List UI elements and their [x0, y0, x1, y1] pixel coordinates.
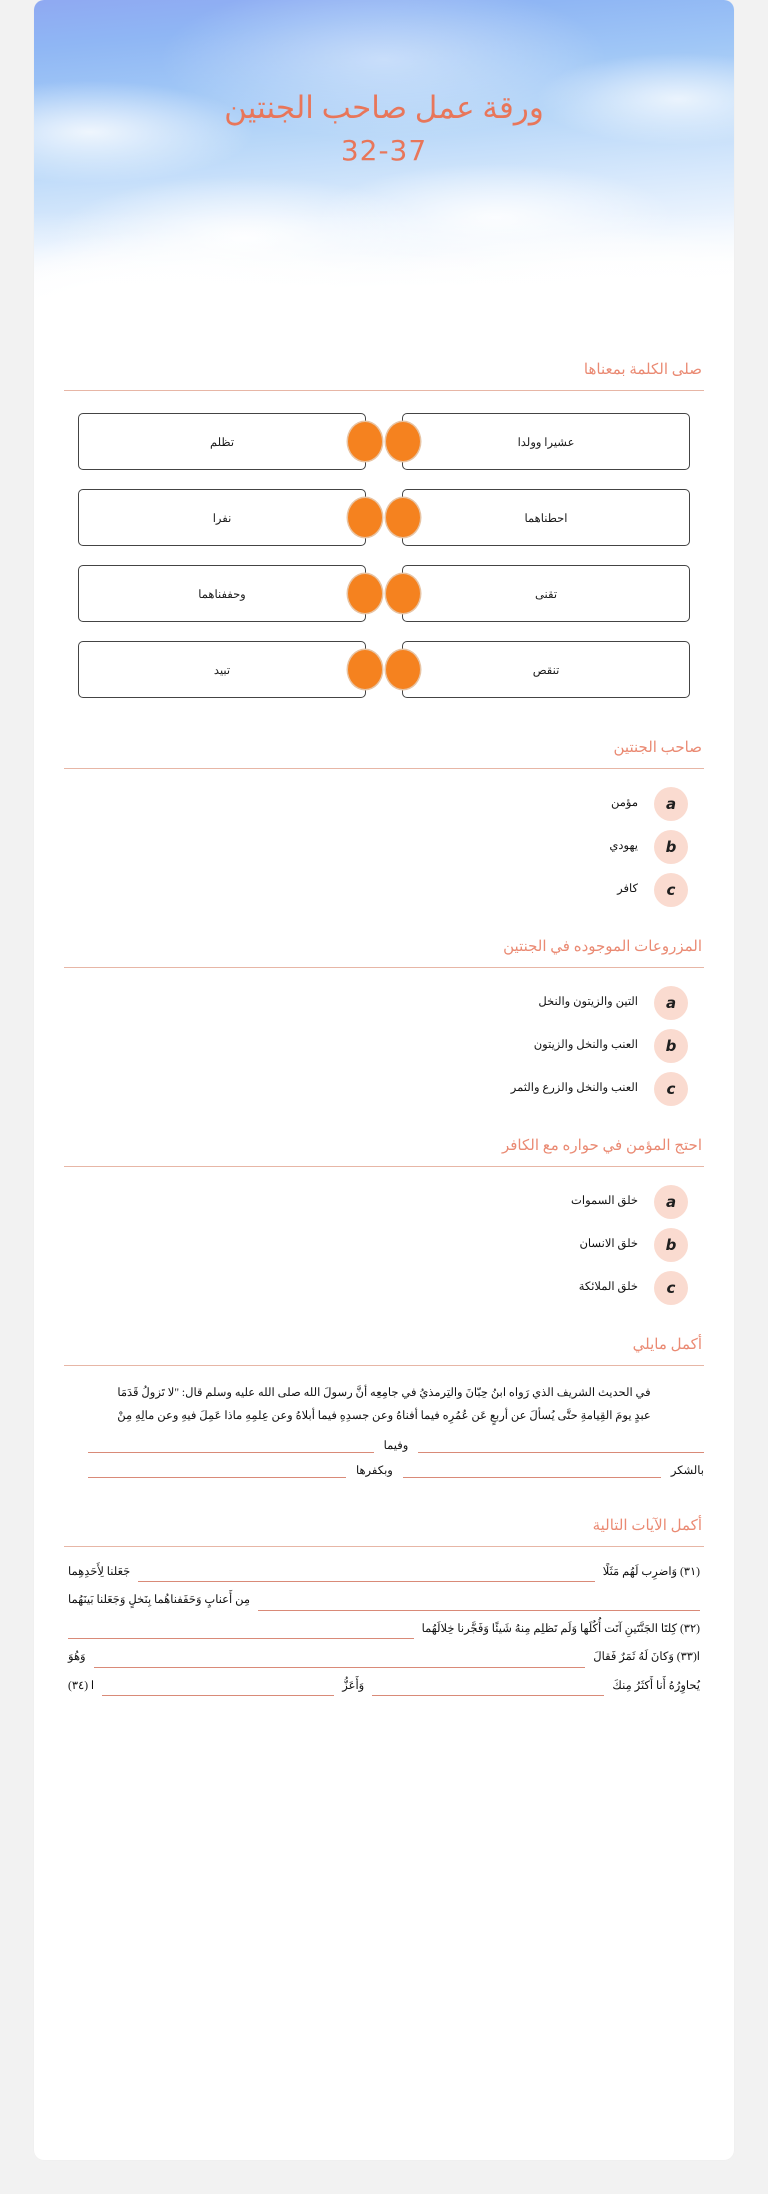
- matching-grid: [64, 405, 704, 708]
- connector-dot-icon[interactable]: [386, 422, 420, 461]
- match-label: تبيد: [213, 664, 231, 677]
- hadith-line-2: عبدٍ يومَ القِيامةِ حتَّى يُسألَ عن أربعٍ عَن عُمُرِه فيما أفناهُ وعن جسدِهِ فيما أبلاهُ وعن عِلمِهِ ماذا عَمِلَ فيهِ وعن مالِهِ مِنْ: [117, 1410, 651, 1422]
- page-subtitle: 32-37: [340, 133, 428, 167]
- mcq-1-options: [64, 783, 704, 907]
- ayah-text-mid: وَأَعَزُّ: [342, 1679, 365, 1692]
- matching-heading: صلى الكلمة بمعناها: [583, 362, 702, 378]
- mcq-2-options: [64, 982, 704, 1106]
- answer-blank[interactable]: [403, 1460, 661, 1478]
- option-label: يهودي: [609, 840, 638, 853]
- answer-blank[interactable]: [102, 1679, 334, 1696]
- option-letter-badge[interactable]: b: [654, 830, 688, 864]
- header-title-block: [34, 88, 734, 169]
- match-box-right[interactable]: [402, 413, 690, 470]
- hadith-line-1: في الحديث الشريف الذي رَواه ابنُ حِبّانَ والتِرمذيُ في جامِعِه أنَّ رسولَ الله صلى الله عليه وسلم قال: "لا تَزولُ قَدَمَا: [117, 1387, 651, 1399]
- section-mcq-1: [64, 738, 704, 907]
- option-label: العنب والنخل والزيتون: [533, 1039, 638, 1052]
- match-label: تنقص: [532, 664, 560, 677]
- match-label: وحففناهما: [198, 588, 246, 601]
- connector-dot-icon[interactable]: [386, 650, 420, 689]
- option-a[interactable]: [80, 1185, 688, 1219]
- option-letter-badge[interactable]: b: [654, 1228, 688, 1262]
- ayah-text-left: وَهُوَ: [68, 1651, 86, 1664]
- ayah-text-left: مِن أَعنابٍ وَحَفَفناهُما بِنَخلٍ وَجَعَلنا بَينَهُما: [68, 1594, 251, 1607]
- option-letter-badge[interactable]: a: [654, 986, 688, 1020]
- match-label: تقنى: [534, 588, 558, 601]
- match-box-right[interactable]: [402, 565, 690, 622]
- match-row: [78, 413, 690, 470]
- mcq-3-options: [64, 1181, 704, 1305]
- option-label: العنب والنخل والزرع والثمر: [510, 1082, 638, 1095]
- match-box-left[interactable]: [78, 489, 366, 546]
- match-label: احطناهما: [524, 512, 568, 525]
- answer-blank[interactable]: [258, 1594, 700, 1611]
- ayah-line-2: [68, 1591, 700, 1610]
- mcq-3-heading: احتج المؤمن في حواره مع الكافر: [501, 1138, 702, 1154]
- option-letter-badge[interactable]: b: [654, 1029, 688, 1063]
- inline-word: بالشكر: [670, 1465, 704, 1477]
- connector-dot-icon[interactable]: [386, 574, 420, 613]
- hadith-passage: [64, 1380, 704, 1428]
- answer-blank[interactable]: [88, 1435, 374, 1453]
- ayah-text-right: (٣١) وَاضرِب لَهُم مَثَلًا: [602, 1566, 700, 1578]
- mcq-1-divider: [64, 768, 704, 769]
- inline-word: وفيما: [383, 1440, 409, 1452]
- complete-blank-row-2: [64, 1460, 704, 1478]
- option-label: كافر: [617, 883, 638, 896]
- matching-divider: [64, 390, 704, 391]
- ayah-text-right: ا(٣٣) وَكانَ لَهُ ثَمَرٌ فَقالَ: [593, 1651, 700, 1664]
- mcq-2-divider: [64, 967, 704, 968]
- page-title: ورقة عمل صاحب الجنتين: [224, 90, 544, 125]
- option-letter-badge[interactable]: a: [654, 787, 688, 821]
- ayah-line-4: [68, 1648, 700, 1667]
- complete-blank-row-1: [64, 1435, 704, 1453]
- section-matching: [64, 360, 704, 708]
- section-mcq-3: [64, 1136, 704, 1305]
- option-letter-badge[interactable]: a: [654, 1185, 688, 1219]
- match-box-right[interactable]: [402, 489, 690, 546]
- ayah-text-right: (٣٢) كِلتَا الجَنَّتَينِ آتَت أُكُلَها وَلَم تَظلِم مِنهُ شَيئًا وَفَجَّرنا خِلالَهُما: [421, 1622, 700, 1635]
- option-label: التين والزيتون والنخل: [538, 996, 638, 1009]
- ayah-line-3: [68, 1620, 700, 1639]
- connector-dot-icon[interactable]: [348, 574, 382, 613]
- option-b[interactable]: [80, 1029, 688, 1063]
- option-label: مؤمن: [610, 797, 638, 810]
- option-label: خلق الملائكة: [578, 1281, 638, 1294]
- section-mcq-2: [64, 937, 704, 1106]
- match-box-left[interactable]: [78, 641, 366, 698]
- match-row: [78, 641, 690, 698]
- answer-blank[interactable]: [68, 1622, 414, 1639]
- ayah-text-left: جَعَلنا لِأَحَدِهِما: [68, 1566, 131, 1578]
- worksheet-card: [34, 0, 734, 2160]
- answer-blank[interactable]: [418, 1435, 704, 1453]
- mcq-2-heading: المزروعات الموجوده في الجنتين: [503, 939, 702, 955]
- option-c[interactable]: [80, 873, 688, 907]
- ayah-text-left: ا (٣٤): [67, 1679, 95, 1692]
- answer-blank[interactable]: [94, 1651, 586, 1668]
- option-label: خلق السموات: [571, 1195, 638, 1208]
- section-complete: [64, 1335, 704, 1478]
- mcq-1-heading: صاحب الجنتين: [613, 740, 702, 756]
- match-label: نفرا: [212, 512, 232, 525]
- option-letter-badge[interactable]: c: [654, 1072, 688, 1106]
- answer-blank[interactable]: [88, 1460, 346, 1478]
- ayat-divider: [64, 1546, 704, 1547]
- match-label: تظلم: [209, 436, 235, 449]
- option-letter-badge[interactable]: c: [654, 1271, 688, 1305]
- match-row: [78, 489, 690, 546]
- connector-dot-icon[interactable]: [348, 498, 382, 537]
- answer-blank[interactable]: [372, 1679, 604, 1696]
- ayat-lines: [64, 1561, 704, 1696]
- connector-dot-icon[interactable]: [348, 650, 382, 689]
- connector-dot-icon[interactable]: [348, 422, 382, 461]
- match-row: [78, 565, 690, 622]
- option-b[interactable]: [80, 1228, 688, 1262]
- option-label: خلق الانسان: [579, 1238, 638, 1251]
- mcq-3-divider: [64, 1166, 704, 1167]
- answer-blank[interactable]: [138, 1565, 594, 1582]
- ayah-line-5: [68, 1677, 700, 1696]
- worksheet-content: [34, 360, 734, 1755]
- connector-dot-icon[interactable]: [386, 498, 420, 537]
- ayah-line-1: [68, 1563, 700, 1582]
- match-box-left[interactable]: [78, 413, 366, 470]
- section-ayat: [64, 1516, 704, 1696]
- option-a[interactable]: [80, 986, 688, 1020]
- match-box-left[interactable]: [78, 565, 366, 622]
- option-letter-badge[interactable]: c: [654, 873, 688, 907]
- match-label: عشيرا وولدا: [517, 436, 575, 449]
- inline-word: وبكفرها: [355, 1465, 393, 1477]
- option-a[interactable]: [80, 787, 688, 821]
- header-banner: [34, 0, 734, 330]
- ayah-text-right: يُحاوِرُهُ أَنا أَكثَرُ مِنكَ: [612, 1679, 700, 1692]
- ayat-heading: أكمل الآيات التالية: [592, 1518, 702, 1534]
- option-b[interactable]: [80, 830, 688, 864]
- match-box-right[interactable]: [402, 641, 690, 698]
- complete-heading: أكمل مايلي: [632, 1337, 702, 1353]
- option-c[interactable]: [80, 1072, 688, 1106]
- complete-divider: [64, 1365, 704, 1366]
- option-c[interactable]: [80, 1271, 688, 1305]
